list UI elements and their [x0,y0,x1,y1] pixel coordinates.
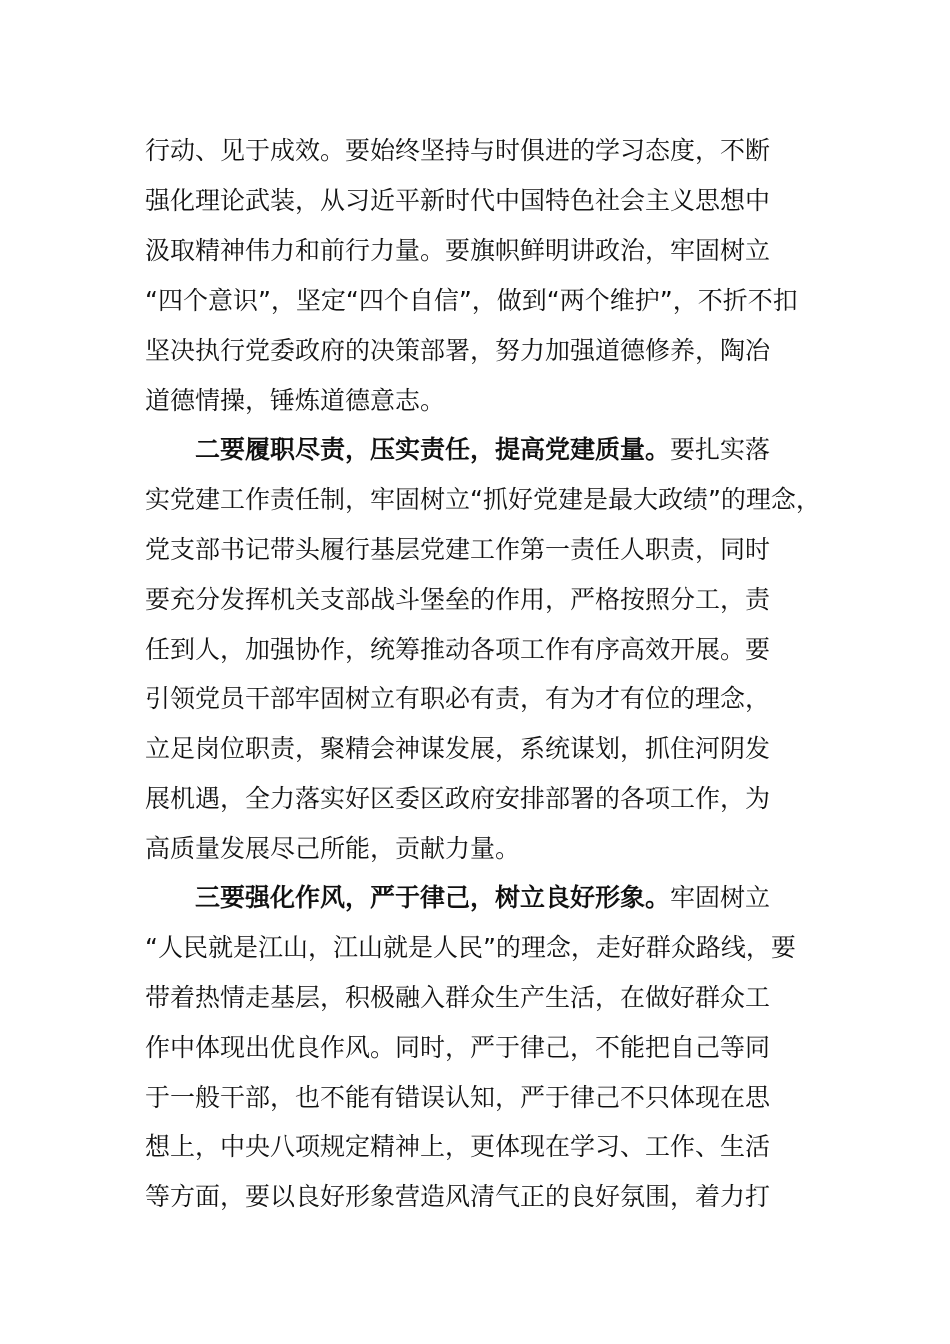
paragraph-heading: 三要强化作风，严于律己，树立良好形象。 [195,883,671,912]
text-line: 行动、见于成效。要始终坚持与时俱进的学习态度，不断 [145,136,771,165]
text-line: “四个意识”，坚定“四个自信”，做到“两个维护”，不折不扣 [145,286,798,315]
text-line: 党支部书记带头履行基层党建工作第一责任人职责，同时 [145,535,771,564]
text-line: 想上，中央八项规定精神上，更体现在学习、工作、生活 [145,1132,771,1161]
text-line: “人民就是江山，江山就是人民”的理念，走好群众路线，要 [145,933,796,962]
text-line: 立足岗位职责，聚精会神谋发展，系统谋划，抓住河阴发 [145,734,771,763]
text-line: 强化理论武装，从习近平新时代中国特色社会主义思想中 [145,186,771,215]
text-line: 带着热情走基层，积极融入群众生产生活，在做好群众工 [145,983,771,1012]
paragraph-first-line [195,883,770,913]
text-line: 实党建工作责任制，牢固树立“抓好党建是最大政绩”的理念， [145,485,821,514]
paragraph-first-line [195,435,770,465]
text-line: 道德情操，锤炼道德意志。 [145,386,446,415]
text-line: 坚决执行党委政府的决策部署，努力加强道德修养，陶冶 [145,336,771,365]
text-line: 等方面，要以良好形象营造风清气正的良好氛围，着力打 [145,1182,771,1211]
text-line: 于一般干部，也不能有错误认知，严于律己不只体现在思 [145,1083,771,1112]
paragraph-text: 要扎实落 [670,435,771,464]
paragraph-heading: 二要履职尽责，压实责任，提高党建质量。 [195,435,671,464]
text-line: 任到人，加强协作，统筹推动各项工作有序高效开展。要 [145,635,771,664]
paragraph-text: 牢固树立 [670,883,771,912]
text-line: 高质量发展尽己所能，贡献力量。 [145,834,521,863]
text-line: 汲取精神伟力和前行力量。要旗帜鲜明讲政治，牢固树立 [145,236,771,265]
text-line: 作中体现出优良作风。同时，严于律己，不能把自己等同 [145,1033,771,1062]
text-line: 引领党员干部牢固树立有职必有责，有为才有位的理念， [145,684,771,713]
text-line: 展机遇，全力落实好区委区政府安排部署的各项工作，为 [145,784,771,813]
text-line: 要充分发挥机关支部战斗堡垒的作用，严格按照分工，责 [145,585,771,614]
